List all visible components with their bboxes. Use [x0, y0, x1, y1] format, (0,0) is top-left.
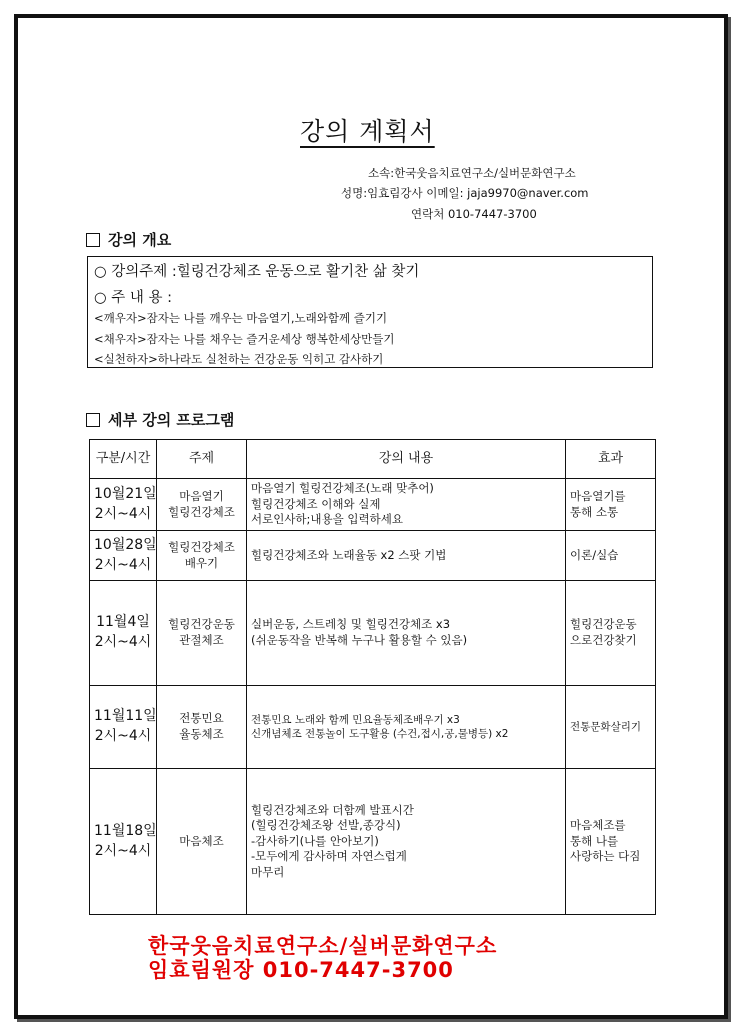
checkbox-icon: [86, 233, 100, 247]
effect-line: 사랑하는 다짐: [570, 849, 641, 864]
effect-line: 통해 나를: [570, 833, 619, 848]
topic-line: 힐링건강체조: [168, 504, 235, 519]
effect-line: 마음체조를: [570, 818, 626, 833]
content-line: 마무리: [251, 864, 285, 879]
date-cell: [90, 686, 157, 769]
effect-line: 전통문화살리기: [570, 720, 642, 733]
effect-line: 마음열기를: [570, 488, 626, 503]
content-line: 힐링건강체조와 노래율동 x2 스팟 기법: [251, 547, 447, 562]
topic-cell: [157, 686, 247, 769]
topic-cell: [157, 479, 247, 531]
time-line: 2시~4시: [94, 842, 152, 859]
overview-topic: ○ 강의주제 :힐링건강체조 운동으로 활기찬 삶 찾기: [94, 264, 420, 280]
effect-line: 통해 소통: [570, 504, 619, 519]
footer-contact: 임효림원장 010-7447-3700: [148, 958, 454, 982]
header-cell: 강의 내용: [247, 440, 566, 479]
content-line: 신개념체조 전통놀이 도구활용 (수건,접시,공,물병등) x2: [251, 728, 509, 740]
contact: 연락처 010-7447-3700: [411, 207, 537, 221]
effect-line: 으로건강찾기: [570, 633, 637, 647]
topic-line: 율동체조: [179, 727, 224, 741]
date-line: 10월21일: [94, 485, 157, 502]
overview-heading-label: 강의 개요: [108, 231, 172, 249]
content-cell: [247, 479, 566, 531]
topic-line: 전통민요: [179, 711, 224, 726]
topic-line: 배우기: [184, 555, 219, 570]
content-cell: [247, 686, 566, 769]
date-line: 11월18일: [94, 822, 157, 839]
header-cell: 효과: [566, 440, 656, 479]
content-cell: [247, 769, 566, 915]
effect-line: 이론/실습: [570, 547, 619, 562]
date-cell: [90, 531, 157, 581]
topic-line: 관절체조: [179, 633, 224, 647]
affiliation: 소속:한국웃음치료연구소/실버문화연구소: [368, 166, 576, 180]
page-title: 강의 계획서: [300, 117, 435, 146]
time-line: 2시~4시: [94, 556, 152, 573]
checkbox-icon: [86, 413, 100, 427]
date-line: 11월4일: [96, 614, 150, 631]
topic-cell: [157, 581, 247, 686]
overview-content-label: ○ 주 내 용 :: [94, 290, 172, 306]
table-row: [90, 581, 656, 686]
effect-cell: [566, 769, 656, 915]
content-line: 힐링건강체조와 더함께 발표시간: [251, 802, 414, 817]
table-row: [90, 769, 656, 915]
topic-cell: [157, 769, 247, 915]
topic-line: 마음열기: [179, 488, 224, 503]
effect-cell: [566, 531, 656, 581]
time-line: 2시~4시: [94, 505, 152, 522]
topic-line: 힐링건강체조: [168, 539, 235, 554]
program-table: [89, 439, 656, 915]
content-line: (힐링건강체조왕 선발,종강식): [251, 818, 401, 833]
content-cell: [247, 531, 566, 581]
date-line: 10월28일: [94, 536, 157, 553]
table-row: [90, 479, 656, 531]
program-heading-label: 세부 강의 프로그램: [108, 411, 235, 429]
table-row: [90, 531, 656, 581]
date-cell: [90, 581, 157, 686]
date-line: 11월11일: [94, 708, 157, 725]
name-email: 성명:임효림강사 이메일: jaja9970@naver.com: [341, 186, 589, 200]
overview-box: [87, 256, 653, 368]
content-line: 서로인사하;내용을 입력하세요: [251, 512, 403, 527]
time-line: 2시~4시: [94, 728, 152, 744]
content-cell: [247, 581, 566, 686]
content-line: 힐링건강체조 이해와 실제: [251, 496, 381, 511]
topic-line: 마음체조: [179, 833, 224, 848]
effect-cell: [566, 686, 656, 769]
header-cell: 구분/시간: [90, 440, 157, 479]
table-header-row: [90, 440, 656, 479]
effect-cell: [566, 479, 656, 531]
overview-line: <채우자>잠자는 나를 채우는 즐거운세상 행복한세상만들기: [94, 332, 395, 346]
overview-line: <실천하자>하나라도 실천하는 건강운동 익히고 감사하기: [94, 352, 384, 366]
content-line: -모두에게 감사하며 자연스럽게: [251, 849, 407, 864]
content-line: (쉬운동작을 반복해 누구나 활용할 수 있음): [251, 633, 468, 647]
table-row: [90, 686, 656, 769]
content-line: 전통민요 노래와 함께 민요율동체조배우기 x3: [251, 713, 460, 726]
date-cell: [90, 479, 157, 531]
date-cell: [90, 769, 157, 915]
content-line: -감사하기(나를 안아보기): [251, 833, 379, 848]
topic-cell: [157, 531, 247, 581]
content-line: 마음열기 힐링건강체조(노래 맞추어): [251, 481, 434, 496]
time-line: 2시~4시: [94, 634, 152, 650]
footer-organization: 한국웃음치료연구소/실버문화연구소: [148, 934, 498, 958]
effect-line: 힐링건강운동: [570, 617, 637, 632]
effect-cell: [566, 581, 656, 686]
program-heading: [86, 409, 234, 430]
topic-line: 힐링건강운동: [168, 617, 235, 632]
overview-heading: [86, 229, 171, 250]
header-cell: 주제: [157, 440, 247, 479]
overview-line: <깨우자>잠자는 나를 깨우는 마음열기,노래와함께 즐기기: [94, 311, 388, 325]
content-line: 실버운동, 스트레칭 및 힐링건강체조 x3: [251, 617, 451, 632]
